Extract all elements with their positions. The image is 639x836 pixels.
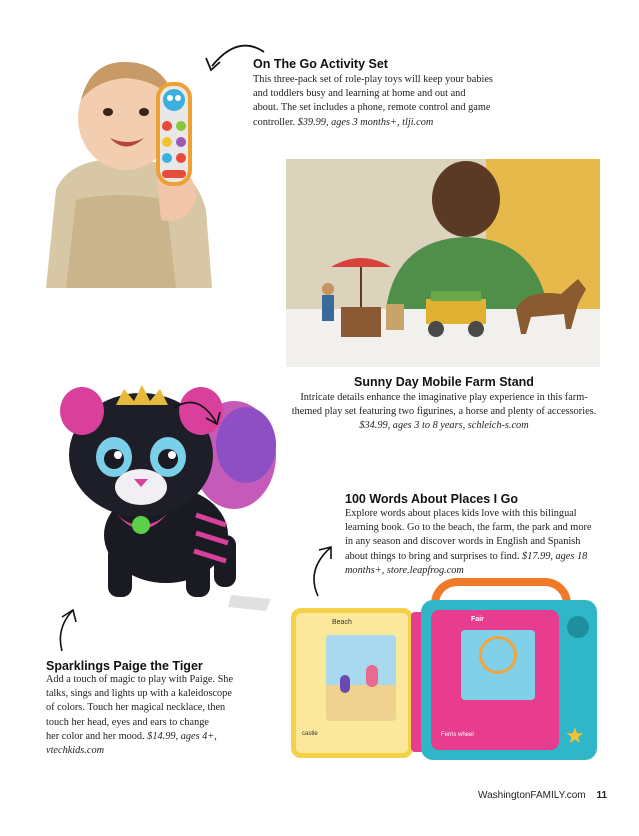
item-title: Sunny Day Mobile Farm Stand — [354, 375, 534, 389]
item-title: On The Go Activity Set — [253, 57, 388, 71]
price: months+, store.leapfrog.com — [345, 564, 464, 576]
arrow-icon — [170, 388, 226, 434]
book-toy-photo — [287, 578, 603, 762]
item-title: 100 Words About Places I Go — [345, 492, 518, 506]
item-description: This three-pack set of role-play toys will keep your babies and toddlers busy and learning at home and out and about. The set includes a phone, remote control and game controller. $39.99, ages 3 months+, tlji.com — [253, 74, 493, 128]
item-description: Explore words about places kids love with this bilingual learning book. Go to the beach, the farm, the park and more in any season and discover words in English and Spanish about things to bring and surprises to find. $17.99, ages 18 months+, store.leapfrog.com — [345, 507, 607, 578]
farm-stand-photo — [286, 159, 600, 367]
book-word: castle — [302, 731, 318, 737]
book-left-page-title: Beach — [332, 619, 352, 626]
page-number: 11 — [596, 790, 608, 801]
price: vtechkids.com — [46, 745, 105, 757]
beach-scene — [326, 635, 396, 721]
item-description: Add a touch of magic to play with Paige. She talks, sings and lights up with a kaleidoscope of colors. Touch her magical necklace, then touch her head, eyes and ears to change her color and her mood. $14.99, ages 4+, vtechkids.com — [46, 673, 251, 758]
footer — [478, 790, 607, 801]
item-description: Intricate details enhance the imaginative play experience in this farm- themed play set featuring two figurines, a horse and plenty of accessories. $34.99, ages 3 to 8 years, schleich-s.com — [285, 391, 603, 434]
tiger-toy-photo — [46, 375, 284, 615]
price: $34.99, ages 3 to 8 years, schleich-s.com — [359, 420, 529, 432]
footer-site: WashingtonFAMILY.com — [478, 790, 586, 801]
book-left-page — [291, 608, 413, 758]
fair-scene — [461, 630, 535, 700]
arrow-icon — [54, 605, 88, 655]
book-right-page — [421, 600, 597, 760]
price: $17.99, ages 18 — [522, 550, 588, 562]
baby-photo — [46, 40, 212, 288]
book-word: Ferris wheel — [441, 732, 474, 738]
price: $39.99, ages 3 months+, tlji.com — [297, 116, 434, 128]
remote-toy — [150, 76, 198, 188]
price: $14.99, ages 4+, — [147, 730, 217, 742]
item-title: Sparklings Paige the Tiger — [46, 659, 203, 673]
speaker-icon — [567, 616, 589, 638]
star-button[interactable]: ★ — [565, 724, 585, 749]
book-right-page-title: Fair — [471, 616, 484, 623]
